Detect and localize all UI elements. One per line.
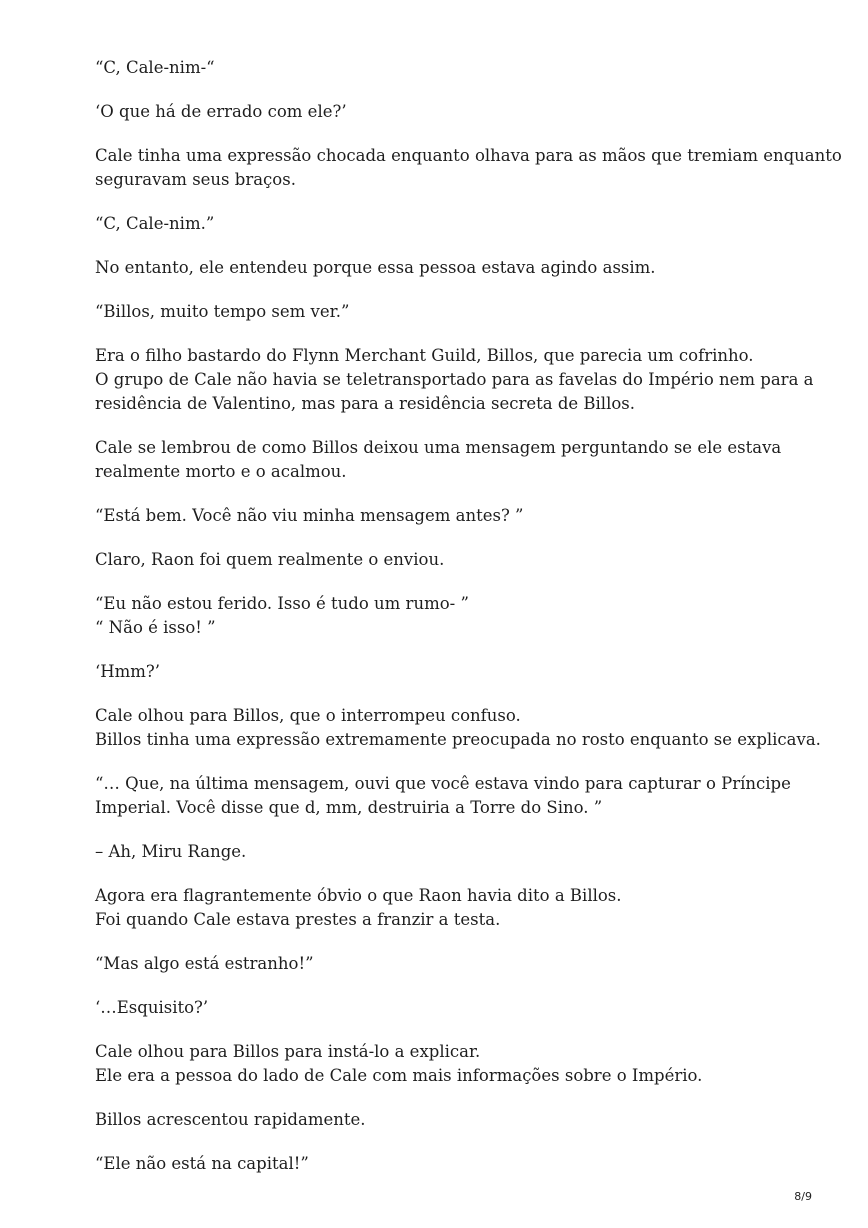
paragraph: [95, 1108, 795, 1132]
paragraph: [95, 996, 795, 1020]
page-number: 8/9: [794, 1190, 812, 1203]
paragraph: [95, 256, 795, 280]
text-line: ‘…Esquisito?’: [95, 998, 209, 1017]
text-line: O grupo de Cale não havia se teletransportado para as favelas do Império nem para a: [95, 370, 814, 389]
text-line: – Ah, Miru Range.: [95, 842, 247, 861]
text-line: Ele era a pessoa do lado de Cale com mais informações sobre o Império.: [95, 1066, 703, 1085]
document-body: [95, 56, 842, 1196]
paragraph: [95, 300, 795, 324]
text-line: “… Que, na última mensagem, ouvi que você estava vindo para capturar o Príncipe: [95, 774, 791, 793]
text-line: Cale olhou para Billos, que o interrompeu confuso.: [95, 706, 521, 725]
text-line: Cale tinha uma expressão chocada enquanto olhava para as mãos que tremiam enquanto: [95, 146, 842, 165]
text-line: “C, Cale-nim.”: [95, 214, 215, 233]
text-line: “Eu não estou ferido. Isso é tudo um rumo- ”: [95, 594, 469, 613]
text-line: seguravam seus braços.: [95, 170, 296, 189]
text-line: Agora era flagrantemente óbvio o que Raon havia dito a Billos.: [95, 886, 622, 905]
paragraph: [95, 884, 795, 932]
text-line: Billos acrescentou rapidamente.: [95, 1110, 366, 1129]
paragraph: [95, 436, 795, 484]
paragraph: [95, 144, 842, 192]
paragraph: [95, 100, 795, 124]
paragraph: [95, 1040, 795, 1088]
text-line: ‘Hmm?’: [95, 662, 161, 681]
text-line: Cale se lembrou de como Billos deixou uma mensagem perguntando se ele estava: [95, 438, 782, 457]
text-line: realmente morto e o acalmou.: [95, 462, 347, 481]
paragraph: [95, 704, 821, 752]
paragraph: [95, 840, 795, 864]
text-line: Claro, Raon foi quem realmente o enviou.: [95, 550, 445, 569]
paragraph: [95, 504, 795, 528]
text-line: Era o filho bastardo do Flynn Merchant Guild, Billos, que parecia um cofrinho.: [95, 346, 754, 365]
paragraph: [95, 212, 795, 236]
text-line: “Está bem. Você não viu minha mensagem antes? ”: [95, 506, 524, 525]
text-line: Imperial. Você disse que d, mm, destruiria a Torre do Sino. ”: [95, 798, 603, 817]
paragraph: [95, 1152, 795, 1176]
text-line: Cale olhou para Billos para instá-lo a explicar.: [95, 1042, 481, 1061]
text-line: Foi quando Cale estava prestes a franzir a testa.: [95, 910, 501, 929]
paragraph: [95, 772, 795, 820]
text-line: No entanto, ele entendeu porque essa pessoa estava agindo assim.: [95, 258, 656, 277]
text-line: “Mas algo está estranho!”: [95, 954, 314, 973]
text-line: ‘O que há de errado com ele?’: [95, 102, 347, 121]
paragraph: [95, 56, 795, 80]
paragraph: [95, 952, 795, 976]
text-line: residência de Valentino, mas para a residência secreta de Billos.: [95, 394, 635, 413]
text-line: “C, Cale-nim-“: [95, 58, 215, 77]
text-line: “Billos, muito tempo sem ver.”: [95, 302, 350, 321]
text-line: Billos tinha uma expressão extremamente preocupada no rosto enquanto se explicava.: [95, 730, 821, 749]
paragraph: [95, 344, 814, 416]
text-line: “Ele não está na capital!”: [95, 1154, 309, 1173]
paragraph: [95, 660, 795, 684]
text-line: “ Não é isso! ”: [95, 618, 216, 637]
paragraph: [95, 592, 795, 640]
paragraph: [95, 548, 795, 572]
